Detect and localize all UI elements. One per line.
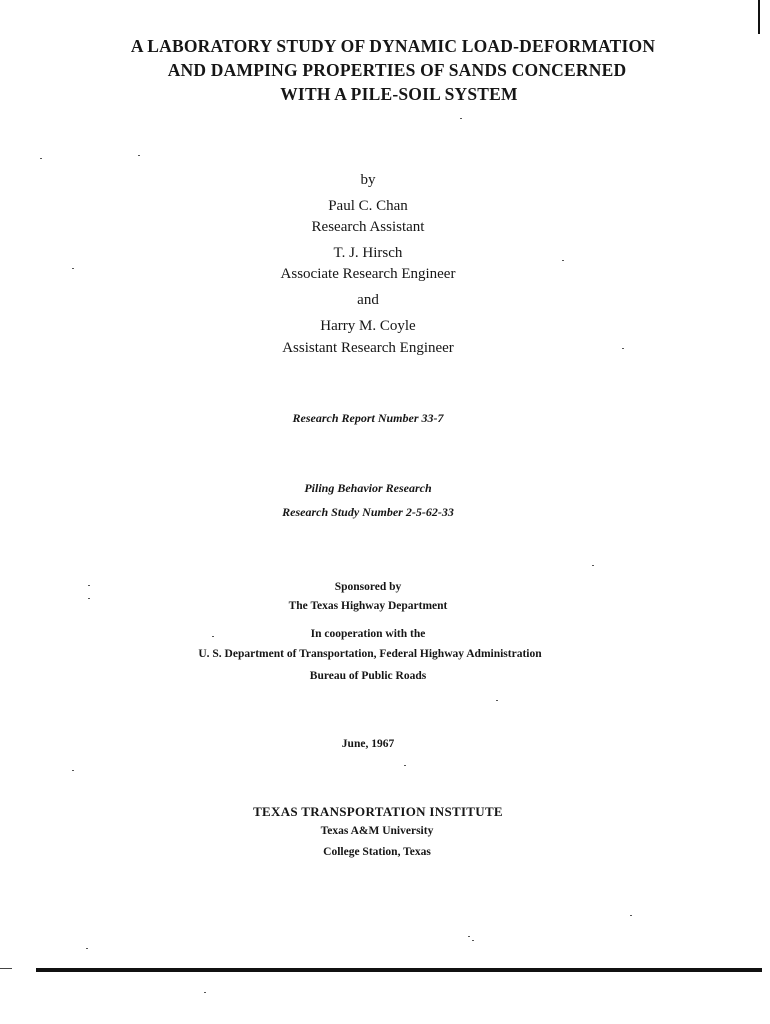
by-label: by xyxy=(360,172,376,188)
scan-speck xyxy=(460,118,462,119)
scan-speck xyxy=(468,936,470,937)
federal-agency: U. S. Department of Transportation, Federal Highway Administration xyxy=(198,648,542,660)
scan-speck xyxy=(212,636,214,637)
institute-location: College Station, Texas xyxy=(323,846,431,858)
institute-university: Texas A&M University xyxy=(320,825,434,837)
study-title: Piling Behavior Research xyxy=(304,481,432,495)
scan-speck xyxy=(404,765,406,766)
institute-name: TEXAS TRANSPORTATION INSTITUTE xyxy=(253,804,503,819)
title-line-3: WITH A PILE-SOIL SYSTEM xyxy=(280,84,518,104)
sponsor-name: The Texas Highway Department xyxy=(288,600,448,612)
bottom-rule xyxy=(36,968,762,972)
author-2-role: Associate Research Engineer xyxy=(280,266,456,282)
scan-speck xyxy=(562,260,564,261)
scan-speck xyxy=(86,948,88,949)
scan-speck xyxy=(40,158,42,159)
author-1-name: Paul C. Chan xyxy=(328,198,408,214)
publication-date: June, 1967 xyxy=(341,738,395,750)
author-1-role: Research Assistant xyxy=(311,219,425,235)
cooperation-line: In cooperation with the xyxy=(310,628,426,640)
title-line-2: AND DAMPING PROPERTIES OF SANDS CONCERNED xyxy=(167,60,627,80)
scan-speck xyxy=(138,155,140,156)
title-line-1: A LABORATORY STUDY OF DYNAMIC LOAD-DEFORMATION xyxy=(130,36,656,56)
scan-speck xyxy=(88,585,90,586)
scan-speck xyxy=(592,565,594,566)
report-number: Research Report Number 33-7 xyxy=(292,411,444,425)
author-3-role: Assistant Research Engineer xyxy=(282,340,454,356)
scan-speck xyxy=(630,915,632,916)
scan-speck xyxy=(496,700,498,701)
scan-speck xyxy=(88,598,90,599)
sponsored-by: Sponsored by xyxy=(334,581,402,593)
bureau-line: Bureau of Public Roads xyxy=(309,670,427,682)
author-2-name: T. J. Hirsch xyxy=(333,245,403,261)
scan-speck xyxy=(472,940,474,941)
scan-speck xyxy=(622,348,624,349)
scan-edge-line-top-right xyxy=(758,0,760,34)
scan-speck xyxy=(72,770,74,771)
author-3-name: Harry M. Coyle xyxy=(320,318,416,334)
scan-speck xyxy=(72,268,74,269)
bottom-rule-tick xyxy=(0,968,12,969)
and-label: and xyxy=(357,292,379,308)
study-number: Research Study Number 2-5-62-33 xyxy=(282,505,454,519)
scan-speck xyxy=(204,992,206,993)
